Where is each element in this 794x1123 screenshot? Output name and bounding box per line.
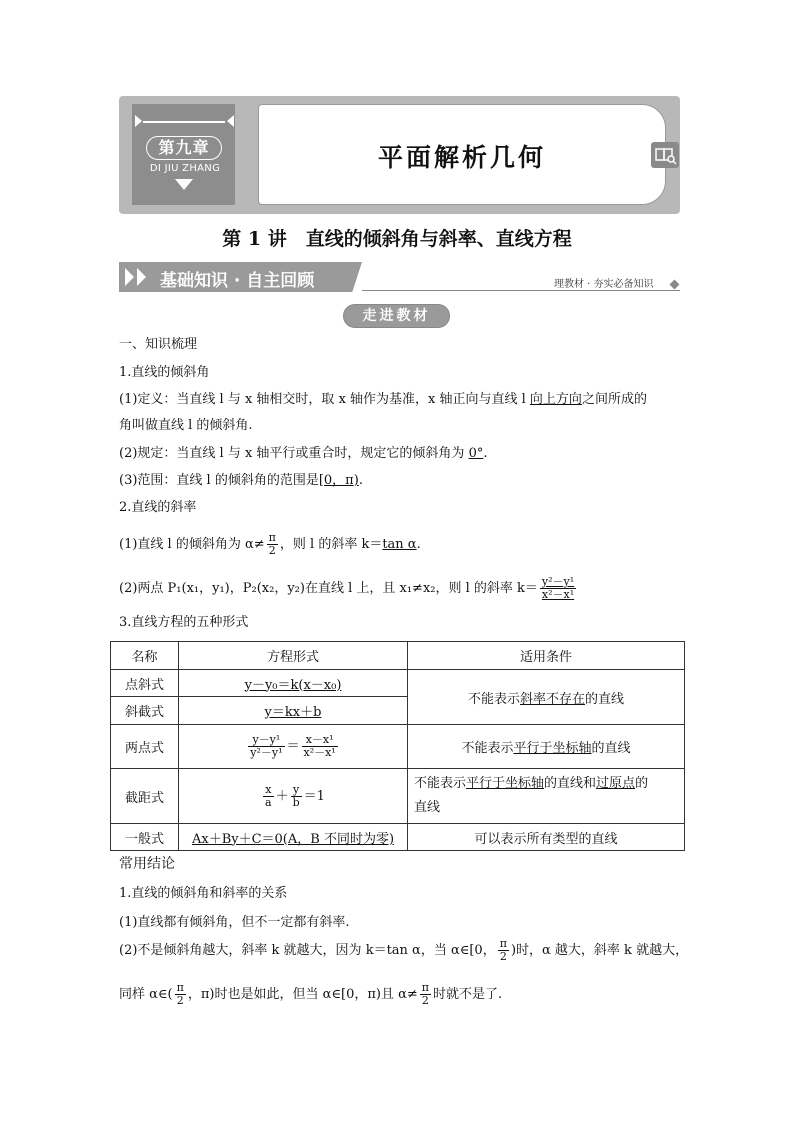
lecture-title: 第 1 讲 直线的倾斜角与斜率、直线方程 (222, 228, 572, 250)
numerator: y (291, 784, 302, 797)
fraction (302, 734, 338, 759)
blank-answer: tan α (382, 537, 417, 552)
text: 直线 (414, 800, 441, 815)
heading-conclusions: 常用结论 (119, 856, 175, 872)
chapter-pinyin: DI JIU ZHANG (149, 163, 221, 174)
text: )时，α 越大，斜率 k 就越大， (510, 943, 689, 958)
denominator: x²－x¹ (541, 588, 575, 601)
blank-answer: 平行于坐标轴 (466, 776, 545, 791)
badge-left-triangle-icon (135, 115, 142, 127)
row-condition (408, 769, 685, 824)
paragraph-slope-1 (119, 532, 421, 557)
fraction (263, 784, 274, 809)
section-tag: 走进教材 (343, 304, 450, 328)
text: ，π)时也是如此，但当 α∈[0，π)且 α≠ (187, 987, 418, 1002)
numerator: π (176, 981, 184, 994)
badge-divider (143, 121, 225, 123)
text: ＝1 (303, 788, 325, 804)
paragraph-rule (119, 445, 488, 463)
fraction (420, 982, 431, 1007)
blank-answer: 0° (468, 446, 484, 461)
text: (2)规定：当直线 l 与 x 轴平行或重合时，规定它的倾斜角为 (119, 446, 469, 461)
numerator: x (263, 784, 274, 797)
denominator: 2 (176, 994, 184, 1007)
text: ＋ (275, 788, 289, 804)
text: 的直线和 (544, 776, 597, 791)
diamond-icon (670, 280, 680, 290)
numerator: π (499, 937, 507, 950)
fraction (267, 532, 278, 557)
blank-answer: y－y₀＝k(x－x₀) (244, 677, 342, 693)
arrow-right-icon (125, 268, 134, 286)
text: 不能表示 (461, 741, 514, 756)
blank-answer: y＝kx＋b (264, 705, 322, 720)
heading-inclination: 1.直线的倾斜角 (119, 365, 210, 380)
denominator: 2 (499, 950, 507, 963)
numerator: y－y¹ (248, 734, 284, 747)
row-name: 两点式 (111, 725, 179, 769)
text: 时就不是了. (433, 987, 503, 1002)
row-form (179, 725, 408, 769)
fraction (248, 734, 284, 759)
denominator: a (265, 795, 272, 809)
numerator: y²－y¹ (541, 575, 575, 588)
header-form: 方程形式 (179, 642, 408, 670)
blank-answer: 过原点 (596, 776, 636, 791)
blank-answer: 斜率不存在 (519, 691, 585, 707)
row-form (179, 697, 408, 725)
text: 之间所成的 (581, 392, 647, 407)
section-title: 基础知识 · 自主回顾 (160, 271, 315, 291)
row-form (179, 824, 408, 851)
denominator: b (292, 795, 300, 809)
conclusion-line-3 (119, 982, 502, 1007)
conclusion-heading-1: 1.直线的倾斜角和斜率的关系 (119, 886, 288, 901)
denominator: x²－x¹ (303, 746, 336, 759)
row-condition: 可以表示所有类型的直线 (408, 824, 685, 851)
paragraph-definition-cont: 角叫做直线 l 的倾斜角. (119, 418, 253, 433)
row-name: 一般式 (111, 824, 179, 851)
text: 的直线 (591, 741, 631, 756)
numerator: x－x¹ (302, 734, 338, 747)
text: . (483, 446, 488, 461)
arrow-right-icon (137, 268, 146, 286)
section-rule (362, 290, 680, 291)
text: ＝ (286, 739, 300, 754)
text: . (416, 537, 421, 552)
section-subtitle: 理教材 · 夯实必备知识 (554, 279, 654, 290)
header-condition: 适用条件 (408, 642, 685, 670)
blank-answer: 向上方向 (529, 392, 582, 407)
text: 同样 α∈( (119, 987, 173, 1002)
paragraph-definition (119, 391, 647, 409)
badge-right-triangle-icon (227, 115, 234, 127)
text: 的直线 (585, 691, 625, 707)
chapter-title: 平面解析几何 (377, 143, 546, 172)
denominator: 2 (268, 544, 276, 557)
row-form (179, 769, 408, 824)
text: . (358, 473, 363, 488)
denominator: 2 (421, 994, 429, 1007)
paragraph-slope-2 (119, 576, 578, 601)
fraction (540, 576, 576, 601)
header-name: 名称 (111, 642, 179, 670)
badge-down-triangle-icon (175, 179, 193, 190)
text: 的 (635, 776, 649, 791)
row-name: 截距式 (111, 769, 179, 824)
text: (2)不是倾斜角越大，斜率 k 就越大，因为 k＝tan α，当 α∈[0， (119, 943, 496, 958)
denominator: y²－y¹ (250, 746, 283, 759)
text: (2)两点 P₁(x₁，y₁)，P₂(x₂，y₂)在直线 l 上，且 x₁≠x₂，则 l 的斜率 k＝ (119, 581, 538, 596)
heading-five-forms: 3.直线方程的五种形式 (119, 615, 249, 630)
conclusion-line-2 (119, 938, 688, 963)
row-name: 斜截式 (111, 697, 179, 725)
numerator: π (421, 981, 429, 994)
numerator: π (268, 531, 276, 544)
text: (3)范围：直线 l 的倾斜角的范围是 (119, 473, 319, 488)
row-form (179, 670, 408, 697)
row-condition (408, 725, 685, 769)
row-name: 点斜式 (111, 670, 179, 697)
fraction (291, 784, 302, 809)
text: (1)直线 l 的倾斜角为 α≠ (119, 537, 265, 552)
book-search-icon (651, 142, 679, 168)
text: 不能表示 (414, 776, 467, 791)
blank-answer: Ax＋By＋C＝0(A，B 不同时为零) (191, 831, 395, 847)
text: (1)定义：当直线 l 与 x 轴相交时，取 x 轴作为基准，x 轴正向与直线 l (119, 392, 530, 407)
chapter-number: 第九章 (146, 136, 222, 160)
text: ，则 l 的斜率 k＝ (279, 537, 383, 552)
blank-answer: 平行于坐标轴 (513, 741, 592, 756)
heading-slope: 2.直线的斜率 (119, 500, 197, 515)
heading-knowledge: 一、知识梳理 (119, 337, 198, 352)
row-condition (408, 670, 685, 725)
paragraph-range (119, 472, 363, 490)
equation-forms-table (110, 641, 685, 851)
fraction (498, 938, 509, 963)
blank-answer: [0，π) (318, 473, 359, 488)
text: 不能表示 (467, 691, 520, 707)
fraction (175, 982, 186, 1007)
conclusion-line-1: (1)直线都有倾斜角，但不一定都有斜率. (119, 915, 350, 930)
